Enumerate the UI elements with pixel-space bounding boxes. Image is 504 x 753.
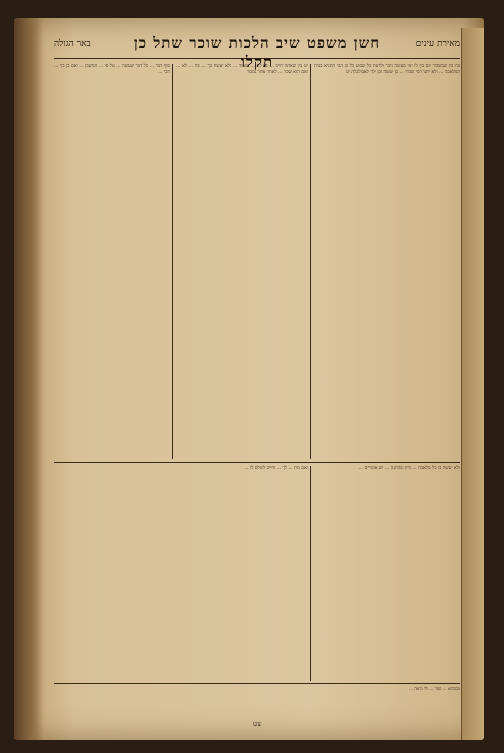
- footnotes: [54, 686, 460, 714]
- header-right: מאירת עינים: [415, 39, 460, 49]
- commentary-text: סוף דבר ... כל דבר שעשה ... על פי ... המשכן ... ואם כן כך ... הכי ...: [54, 64, 170, 76]
- book-page: [14, 18, 484, 740]
- header-title: חשן משפט שיב הלכות שוכר שתל כן תקלו: [133, 34, 381, 71]
- bottom-text-right: ולא יעשה בו כל מלאכה ... כיון שהתנה ... יש אומרים ...: [358, 466, 460, 471]
- section-divider: [54, 462, 460, 463]
- footnote-divider: [54, 683, 460, 684]
- footnote-text: מסכתא ... ספר ... ולי נראה ...: [408, 686, 460, 691]
- main-text-middle: יט בין שאתה חייב ... כך לח ... יעמוד ... ולא יעשה כך ... כח ... לא ... ואם הוא שכר ... לאחר אחר נמסר: [176, 64, 308, 76]
- commentary-column-left: [54, 64, 170, 459]
- bottom-text-left: ואם מת ... לך ... וחייב לשלם לו ...: [244, 466, 308, 471]
- page-signature-mark: צט: [253, 720, 261, 728]
- bottom-commentary-left: [54, 466, 308, 681]
- book-spine: [14, 18, 44, 740]
- bottom-commentary-right: [314, 466, 460, 681]
- main-text-column-right: [314, 64, 460, 459]
- main-text-column-middle: [176, 64, 308, 459]
- column-divider: [310, 466, 311, 681]
- column-divider: [172, 64, 173, 459]
- main-text-right: כח בין שבשכיר יום בין לו ימי מעשה ניכר ולדעת כל שבוע כל כו הכי תתניא בבית המלאכה ... ולא יתנו דמי שכרו ... כן יעשה וכן ילך לאבולבלת יט: [314, 64, 460, 76]
- column-divider: [310, 64, 311, 459]
- adjacent-page-edge: [461, 28, 484, 740]
- header-left: באר הגולה: [54, 39, 91, 49]
